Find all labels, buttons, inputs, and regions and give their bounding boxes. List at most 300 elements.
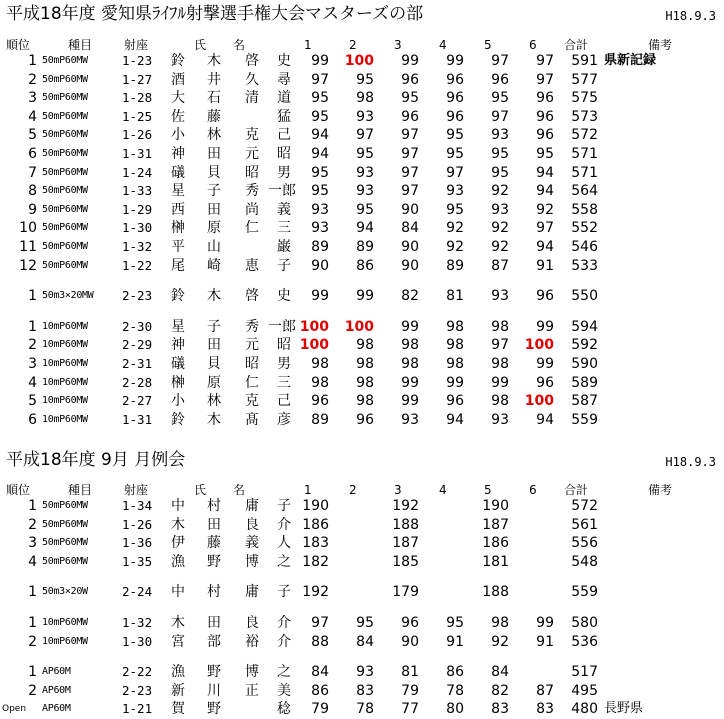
name-cell <box>168 411 291 429</box>
score-1-cell: 100 <box>299 337 329 354</box>
header-s2: 2 <box>349 38 357 52</box>
seat-cell: 1-21 <box>122 701 153 717</box>
score-1-cell: 94 <box>311 127 329 144</box>
rank-cell: 2 <box>28 516 37 533</box>
table-row <box>0 374 724 392</box>
rank-cell: 6 <box>28 146 37 162</box>
score-2-cell: 98 <box>356 393 374 410</box>
score-5-cell: 92 <box>491 220 509 237</box>
name-char: 佐 <box>171 108 185 125</box>
score-5-cell: 98 <box>491 356 509 372</box>
header-rank: 順位 <box>6 483 31 497</box>
score-4-cell: 98 <box>446 356 464 372</box>
score-6-cell <box>518 516 554 534</box>
score-6-cell: 96 <box>536 127 554 144</box>
name-char: 元 <box>245 146 259 162</box>
name-char: 清 <box>245 90 259 107</box>
table-row <box>0 219 724 237</box>
score-6-cell: 94 <box>536 411 554 428</box>
score-1-cell: 192 <box>302 584 329 601</box>
score-5-cell: 97 <box>491 108 509 125</box>
score-5-cell: 95 <box>491 164 509 181</box>
seat-cell: 2-27 <box>122 393 153 409</box>
score-4-cell: 96 <box>446 71 464 88</box>
name-cell <box>168 633 291 651</box>
score-6-cell: 83 <box>536 701 554 718</box>
total-cell: 591 <box>571 53 598 69</box>
name-char: 伊 <box>171 535 185 552</box>
score-1-cell: 84 <box>311 664 329 681</box>
total-cell: 556 <box>571 535 598 552</box>
name-char: 啓 <box>245 288 259 305</box>
name-char: 男 <box>277 164 291 181</box>
score-5-cell: 98 <box>491 615 509 631</box>
name-char: 一郎 <box>268 318 296 335</box>
name-char: 木 <box>207 53 221 69</box>
header-note: 備考 <box>648 38 673 52</box>
score-5-cell: 186 <box>482 535 509 552</box>
event-cell: 50mP60MW <box>42 241 88 252</box>
table-row <box>0 392 724 410</box>
score-1-cell: 93 <box>311 220 329 237</box>
table-row <box>0 71 724 89</box>
score-3-cell: 95 <box>401 90 419 107</box>
score-4-cell: 96 <box>446 393 464 410</box>
seat-cell: 1-31 <box>122 411 153 427</box>
score-4-cell: 94 <box>446 411 464 428</box>
score-6-cell <box>518 663 554 681</box>
score-1-cell: 96 <box>311 393 329 410</box>
score-2-cell: 94 <box>356 220 374 237</box>
header-total: 合計 <box>564 38 589 52</box>
seat-cell: 1-32 <box>122 615 153 630</box>
rank-cell: 6 <box>28 411 37 428</box>
rank-cell: 12 <box>19 257 37 274</box>
score-3-cell: 185 <box>392 553 419 570</box>
score-1-cell: 97 <box>311 71 329 88</box>
score-2-cell: 93 <box>356 108 374 125</box>
name-char: 林 <box>207 127 221 144</box>
name-cell <box>168 126 291 144</box>
name-char: 昭 <box>245 164 259 181</box>
name-char: 田 <box>207 337 221 354</box>
seat-cell: 1-31 <box>122 146 153 161</box>
note-cell: 県新記録 <box>604 53 657 68</box>
score-4-cell <box>428 583 464 601</box>
table-row <box>0 108 724 126</box>
score-5-cell: 84 <box>491 664 509 681</box>
name-char: 義 <box>277 201 291 218</box>
name-cell <box>168 516 291 534</box>
score-6-cell: 97 <box>536 71 554 88</box>
score-1-cell: 98 <box>311 374 329 391</box>
table-row <box>0 663 724 681</box>
score-2-cell: 83 <box>356 682 374 699</box>
section-1-date: H18.9.3 <box>665 9 716 23</box>
score-6-cell: 99 <box>536 318 554 335</box>
score-6-cell: 97 <box>536 53 554 69</box>
name-cell <box>168 238 291 256</box>
total-cell: 587 <box>571 393 598 410</box>
score-3-cell: 79 <box>401 682 419 699</box>
seat-cell: 2-23 <box>122 288 153 304</box>
name-char: 西 <box>171 201 185 218</box>
score-5-cell: 93 <box>491 201 509 218</box>
score-3-cell: 90 <box>401 239 419 255</box>
event-cell: 50mP60MW <box>42 73 88 85</box>
score-5-cell: 93 <box>491 411 509 428</box>
header-note: 備考 <box>648 483 673 497</box>
name-char: 子 <box>207 183 221 200</box>
name-char: 崎 <box>207 257 221 274</box>
event-cell: 10mP60MW <box>42 617 88 628</box>
score-2-cell <box>338 534 374 552</box>
score-4-cell: 81 <box>446 288 464 305</box>
name-char: 木 <box>171 516 185 533</box>
score-4-cell: 96 <box>446 90 464 107</box>
total-cell: 517 <box>571 664 598 681</box>
score-1-cell: 89 <box>311 239 329 255</box>
name-char: 神 <box>171 146 185 162</box>
name-char: 田 <box>207 146 221 162</box>
name-cell <box>168 534 291 552</box>
name-char: 村 <box>207 498 221 514</box>
name-char: 昭 <box>277 146 291 162</box>
score-5-cell: 83 <box>491 701 509 718</box>
score-6-cell <box>518 534 554 552</box>
score-5-cell: 93 <box>491 288 509 305</box>
name-char: 貝 <box>207 164 221 181</box>
table-row <box>0 145 724 163</box>
name-char: 大 <box>171 90 185 107</box>
score-4-cell: 86 <box>446 664 464 681</box>
name-char: 介 <box>277 633 291 650</box>
score-2-cell: 93 <box>356 664 374 681</box>
score-4-cell: 99 <box>446 53 464 69</box>
score-5-cell: 188 <box>482 584 509 601</box>
score-2-cell: 95 <box>356 201 374 218</box>
score-2-cell: 98 <box>356 356 374 372</box>
total-cell: 550 <box>571 288 598 305</box>
score-1-cell: 97 <box>311 615 329 631</box>
header-s3: 3 <box>394 483 402 497</box>
name-char: 貝 <box>207 356 221 372</box>
name-cell <box>168 336 291 354</box>
name-char: 小 <box>171 393 185 410</box>
total-cell: 580 <box>571 615 598 631</box>
score-2-cell: 84 <box>356 633 374 650</box>
name-char: 義 <box>245 535 259 552</box>
header-s1: 1 <box>304 483 312 497</box>
table-row <box>0 700 724 718</box>
score-5-cell: 98 <box>491 393 509 410</box>
header-s6: 6 <box>529 38 537 52</box>
name-char: 男 <box>277 356 291 372</box>
header-s5: 5 <box>484 38 492 52</box>
score-4-cell: 97 <box>446 164 464 181</box>
table-row <box>0 516 724 534</box>
name-char: 庸 <box>245 498 259 514</box>
event-cell: 10mP60MW <box>42 376 88 388</box>
table-row <box>0 682 724 700</box>
header-s2: 2 <box>349 483 357 497</box>
header-s1: 1 <box>304 38 312 52</box>
name-char: 史 <box>277 288 291 305</box>
score-2-cell: 78 <box>356 701 374 718</box>
name-char: 髙 <box>245 411 259 428</box>
name-char: 礒 <box>171 356 185 372</box>
name-cell <box>168 374 291 392</box>
seat-cell: 1-29 <box>122 201 153 217</box>
total-cell: 564 <box>571 183 598 200</box>
event-cell: 50mP60MW <box>42 555 88 567</box>
table-row <box>0 257 724 275</box>
total-cell: 577 <box>571 71 598 88</box>
score-6-cell: 94 <box>536 183 554 200</box>
event-cell: 50mP60MW <box>42 222 88 234</box>
score-2-cell: 93 <box>356 183 374 200</box>
score-3-cell: 90 <box>401 257 419 274</box>
name-char: 良 <box>245 615 259 631</box>
score-5-cell: 96 <box>491 71 509 88</box>
score-6-cell: 94 <box>536 239 554 255</box>
score-6-cell: 100 <box>524 337 554 354</box>
score-1-cell: 98 <box>311 356 329 372</box>
score-4-cell <box>428 553 464 571</box>
score-1-cell: 183 <box>302 535 329 552</box>
event-cell: AP60M <box>42 703 71 715</box>
name-char: 井 <box>207 71 221 88</box>
name-cell <box>168 145 291 163</box>
score-2-cell <box>338 497 374 515</box>
rank-cell: 3 <box>28 535 37 552</box>
name-char: 藤 <box>207 108 221 125</box>
score-3-cell: 96 <box>401 615 419 631</box>
table-row <box>0 614 724 632</box>
name-char: 博 <box>245 664 259 681</box>
header-seat: 射座 <box>124 38 149 52</box>
name-cell <box>168 52 291 70</box>
table-row <box>0 201 724 219</box>
rank-cell: 1 <box>28 615 37 631</box>
name-char: 之 <box>277 553 291 570</box>
rank-cell: 4 <box>28 108 37 125</box>
table-row <box>0 355 724 373</box>
event-cell: 50mP60MW <box>42 500 88 511</box>
score-3-cell: 98 <box>401 337 419 354</box>
score-4-cell: 98 <box>446 318 464 335</box>
name-cell <box>168 682 291 700</box>
event-cell: 10mP60MW <box>42 413 88 425</box>
name-char: 野 <box>207 664 221 681</box>
event-cell: 50mP60MW <box>42 166 88 178</box>
rank-cell: 1 <box>28 584 37 601</box>
name-char: 川 <box>207 682 221 699</box>
name-char: 鈴 <box>171 288 185 305</box>
rank-cell: 4 <box>28 553 37 570</box>
score-2-cell: 95 <box>356 615 374 631</box>
event-cell: 50mP60MW <box>42 55 88 66</box>
seat-cell: 1-30 <box>122 633 153 649</box>
name-char: 猛 <box>277 108 291 125</box>
score-1-cell: 99 <box>311 288 329 305</box>
score-2-cell: 98 <box>356 337 374 354</box>
score-5-cell: 97 <box>491 337 509 354</box>
seat-cell: 1-26 <box>122 127 153 143</box>
score-4-cell: 95 <box>446 127 464 144</box>
score-3-cell: 192 <box>392 498 419 514</box>
score-1-cell: 90 <box>311 257 329 274</box>
score-1-cell: 95 <box>311 183 329 200</box>
total-cell: 573 <box>571 108 598 125</box>
name-char: 克 <box>245 127 259 144</box>
seat-cell: 2-24 <box>122 584 153 600</box>
score-4-cell: 92 <box>446 239 464 255</box>
rank-cell: 8 <box>28 183 37 200</box>
name-char: 藤 <box>207 535 221 552</box>
name-cell <box>168 89 291 107</box>
event-cell: 10mP60MW <box>42 339 88 351</box>
header-seat: 射座 <box>124 483 149 497</box>
name-char: 仁 <box>245 220 259 237</box>
rank-cell: 2 <box>28 633 37 650</box>
header-s4: 4 <box>439 483 447 497</box>
name-char: 平 <box>171 239 185 255</box>
score-2-cell: 95 <box>356 71 374 88</box>
header-s4: 4 <box>439 38 447 52</box>
score-5-cell: 99 <box>491 374 509 391</box>
seat-cell: 1-33 <box>122 183 153 199</box>
name-char: 原 <box>207 374 221 391</box>
table-row <box>0 318 724 336</box>
name-char: 子 <box>277 257 291 274</box>
name-char: 昭 <box>245 356 259 372</box>
score-1-cell: 93 <box>311 201 329 218</box>
header-total: 合計 <box>564 483 589 497</box>
total-cell: 561 <box>571 516 598 533</box>
name-char: 道 <box>277 90 291 107</box>
name-char: 啓 <box>245 53 259 69</box>
rank-cell: 11 <box>19 239 37 255</box>
score-2-cell <box>338 516 374 534</box>
name-char: 秀 <box>245 183 259 200</box>
score-3-cell: 99 <box>401 318 419 335</box>
name-char: 木 <box>207 411 221 428</box>
name-char: 正 <box>245 682 259 699</box>
table-row <box>0 497 724 515</box>
table-row <box>0 534 724 552</box>
rank-cell: 5 <box>28 393 37 410</box>
table-row <box>0 238 724 256</box>
total-cell: 572 <box>571 127 598 144</box>
score-1-cell: 190 <box>302 498 329 514</box>
score-4-cell: 78 <box>446 682 464 699</box>
name-char: 博 <box>245 553 259 570</box>
name-char: 中 <box>171 498 185 514</box>
score-6-cell: 91 <box>536 633 554 650</box>
name-char: 彦 <box>277 411 291 428</box>
rank-cell: 1 <box>28 288 37 305</box>
rank-cell: 1 <box>28 318 37 335</box>
score-4-cell: 91 <box>446 633 464 650</box>
table-row <box>0 633 724 651</box>
rank-cell: 2 <box>28 71 37 88</box>
score-1-cell: 89 <box>311 411 329 428</box>
name-char: 鈴 <box>171 53 185 69</box>
total-cell: 559 <box>571 411 598 428</box>
header-event: 種目 <box>68 38 93 52</box>
name-char: 榊 <box>171 374 185 391</box>
score-5-cell: 187 <box>482 516 509 533</box>
table-row <box>0 164 724 182</box>
name-char: 田 <box>207 201 221 218</box>
name-char: 子 <box>277 584 291 601</box>
total-cell: 559 <box>571 584 598 601</box>
score-2-cell <box>338 583 374 601</box>
seat-cell: 1-22 <box>122 257 153 273</box>
score-2-cell: 99 <box>356 288 374 305</box>
name-char: 神 <box>171 337 185 354</box>
name-char: 野 <box>207 701 221 718</box>
score-2-cell: 100 <box>344 318 374 335</box>
score-5-cell: 98 <box>491 318 509 335</box>
total-cell: 552 <box>571 220 598 237</box>
name-char: 秀 <box>245 318 259 335</box>
score-3-cell: 179 <box>392 584 419 601</box>
name-char: 賀 <box>171 701 185 718</box>
name-cell <box>168 164 291 182</box>
name-char: 己 <box>277 127 291 144</box>
event-cell: 50mP60MW <box>42 185 88 197</box>
table-row <box>0 583 724 601</box>
score-5-cell: 190 <box>482 498 509 514</box>
seat-cell: 1-35 <box>122 553 153 569</box>
rank-cell: 9 <box>28 201 37 218</box>
total-cell: 594 <box>571 318 598 335</box>
name-char: 介 <box>277 615 291 631</box>
name-char: 酒 <box>171 71 185 88</box>
rank-cell: 1 <box>28 53 37 69</box>
note-cell: 長野県 <box>604 701 644 717</box>
section-2-date: H18.9.3 <box>665 455 716 469</box>
seat-cell: 1-25 <box>122 108 153 124</box>
score-4-cell: 98 <box>446 337 464 354</box>
event-cell: 50mP60MW <box>42 203 88 215</box>
name-cell <box>168 497 291 515</box>
name-char: 稔 <box>277 701 291 718</box>
name-char: 史 <box>277 53 291 69</box>
rank-cell: 10 <box>19 220 37 237</box>
seat-cell: 2-30 <box>122 318 153 334</box>
total-cell: 480 <box>571 701 598 718</box>
event-cell: 50mP60MW <box>42 537 88 549</box>
table-row <box>0 52 724 70</box>
name-char: 恵 <box>245 257 259 274</box>
header-s5: 5 <box>484 483 492 497</box>
seat-cell: 1-30 <box>122 220 153 236</box>
score-6-cell: 96 <box>536 108 554 125</box>
name-cell <box>168 257 291 275</box>
name-char: 巌 <box>277 239 291 255</box>
name-char: 尾 <box>171 257 185 274</box>
score-6-cell: 99 <box>536 356 554 372</box>
score-2-cell: 89 <box>356 239 374 255</box>
seat-cell: 2-23 <box>122 682 153 698</box>
score-6-cell: 96 <box>536 374 554 391</box>
name-cell <box>168 663 291 681</box>
seat-cell: 1-26 <box>122 516 153 532</box>
score-5-cell: 82 <box>491 682 509 699</box>
